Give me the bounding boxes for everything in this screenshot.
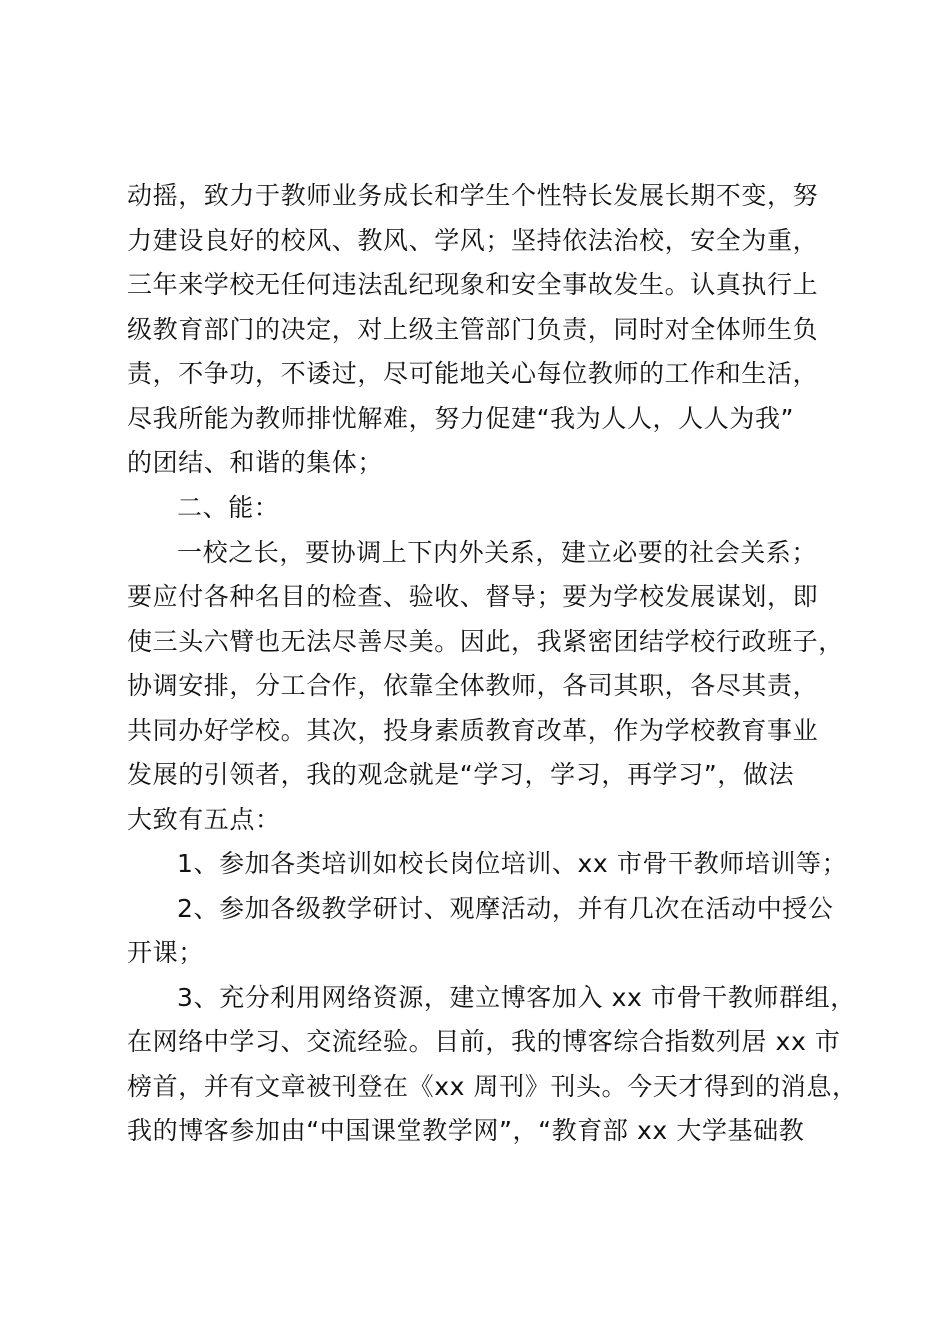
text-line: 力建设良好的校风、教风、学风；坚持依法治校，安全为重，	[127, 226, 819, 255]
text-line: 责，不争功，不诿过，尽可能地关心每位教师的工作和生活，	[127, 359, 819, 388]
text-line: 一校之长，要协调上下内外关系，建立必要的社会关系；	[177, 538, 818, 567]
text-line: 发展的引领者，我的观念就是“学习，学习，再学习”，做法	[127, 760, 795, 789]
text-line: 动摇，致力于教师业务成长和学生个性特长发展长期不变，努	[127, 181, 819, 210]
text-line: 榜首，并有文章被刊登在《xx 周刊》刊头。今天才得到的消息，	[127, 1072, 858, 1101]
section-heading: 二、能：	[177, 493, 280, 522]
text-line: 在网络中学习、交流经验。目前，我的博客综合指数列居 xx 市	[127, 1027, 841, 1056]
text-line: 尽我所能为教师排忧解难，努力促建“我为人人，人人为我”	[127, 404, 795, 433]
text-line: 开课；	[127, 938, 204, 967]
text-line: 协调安排，分工合作，依靠全体教师，各司其职，各尽其责，	[127, 671, 819, 700]
text-line: 三年来学校无任何违法乱纪现象和安全事故发生。认真执行上	[127, 270, 819, 299]
text-line: 大致有五点：	[127, 805, 281, 834]
text-line: 使三头六臂也无法尽善尽美。因此，我紧密团结学校行政班子，	[127, 627, 844, 656]
text-line: 级教育部门的决定，对上级主管部门负责，同时对全体师生负	[127, 315, 819, 344]
list-item: 2、参加各级教学研讨、观摩活动，并有几次在活动中授公	[177, 894, 834, 923]
text-line: 要应付各种名目的检查、验收、督导；要为学校发展谋划，即	[127, 582, 819, 611]
list-item: 1、参加各类培训如校长岗位培训、xx 市骨干教师培训等；	[177, 849, 848, 878]
text-line: 共同办好学校。其次，投身素质教育改革，作为学校教育事业	[127, 716, 819, 745]
text-line: 我的博客参加由“中国课堂教学网”，“教育部 xx 大学基础教	[127, 1116, 805, 1145]
list-item: 3、充分利用网络资源，建立博客加入 xx 市骨干教师群组，	[177, 983, 856, 1012]
text-line: 的团结、和谐的集体；	[127, 448, 384, 477]
